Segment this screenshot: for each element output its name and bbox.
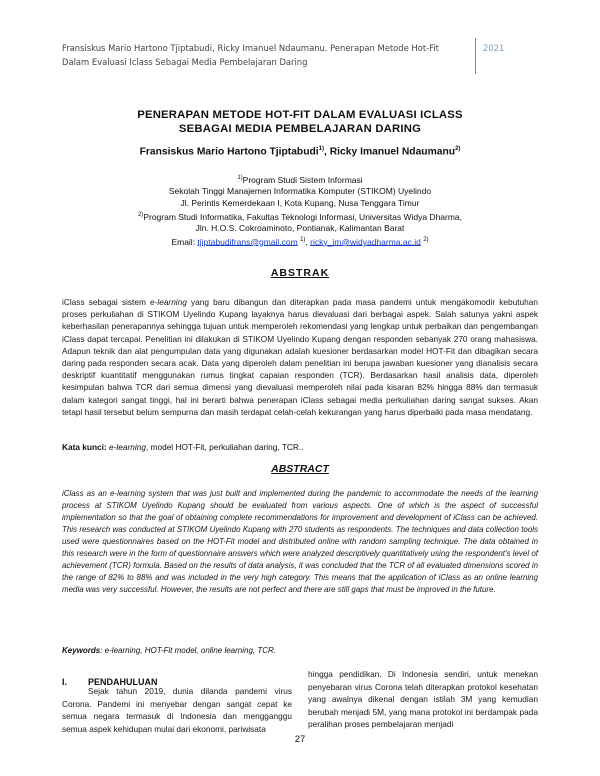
abstrak-body <box>62 296 538 418</box>
title-line2: SEBAGAI MEDIA PEMBELAJARAN DARING <box>178 123 422 135</box>
paper-title <box>60 108 540 136</box>
kata-kunci <box>62 442 304 452</box>
email-link-1[interactable]: tjiptabudifrans@gmail.com <box>197 236 298 247</box>
body-column-left <box>62 685 292 735</box>
affiliation-1-address: Jl. Perintis Kemerdekaan I, Kota Kupang, Nusa Tenggara Timur <box>180 198 420 209</box>
keywords <box>62 646 276 655</box>
affiliation-2-sup: 2) <box>137 211 144 218</box>
email-line <box>60 235 540 248</box>
body-column-right: hingga pendidikan. Di Indonesia sendiri, untuk menekan penyebaran virus Corona telah diterapkan protokol kesehatan yang awalnya dikenal dengan istilah 3M yang kemudian berubah menjadi 5M, yang mana protokol ini berdampak pada peralihan proses pembelajaran menjadi <box>308 669 538 730</box>
abstract-body: iClass as an e-learning system that was just built and implemented during the pandemic to accommodate the needs of the learning process at STIKOM Uyelindo Kupang should be evaluated from various aspects. One of which is the aspect of successful implementation so that the goal of obtaining complete recommendations for improvement and development of iClass can be achieved. This research was conducted at STIKOM Uyelindo Kupang with 270 students as respondents. The techniques and data collection tools used were questionnaires based on the HOT-Fit model and distributed online with random sampling technique. The data obtained in this research were in the form of questionnaire answers which were analyzed descriptively quantitatively using the respondent's level of achievement (TCR) formula. Based on the results of data analysis, it was concluded that the TCR of all evaluated dimensions scored in the range of 82% to 88% and was included in the very high category. This means that the application of iClass as an online learning media was very successful. However, the results are not perfect and there are still gaps that must be improved in the future. <box>62 489 538 594</box>
abstrak-text-start: iClass sebagai sistem <box>62 297 150 307</box>
body-text-left: Sejak tahun 2019, dunia dilanda pandemi virus Corona. Pandemi ini menyebar dengan sangat cepat ke semua negara termasuk di Indonesia dan mengganggu semua aspek kehidupan mulai dari ekonomi, pariwisata <box>62 686 292 734</box>
email-1-sup: 1) <box>300 236 306 243</box>
author-1: Fransiskus Mario Hartono Tjiptabudi <box>139 146 319 158</box>
affiliation-2-address: Jln. H.O.S. Cokroaminoto, Pontianak, Kalimantan Barat <box>195 223 405 234</box>
keywords-label: Keywords <box>62 646 101 655</box>
section-number: I. <box>62 677 68 687</box>
author-2: Ricky Imanuel Ndaumanu <box>329 146 456 158</box>
affiliation-1-sup: 1) <box>237 175 243 181</box>
page-number: 27 <box>294 734 306 745</box>
running-header-line2: Dalam Evaluasi Iclass Sebagai Media Pembelajaran Daring <box>62 57 308 67</box>
keywords-terms: : e-learning, HOT-Fit model, online learning, TCR. <box>100 646 277 655</box>
email-2-sup: 2) <box>423 236 429 243</box>
affiliation-1-line1: Program Studi Sistem Informasi <box>242 174 363 185</box>
author-2-sup: 2) <box>455 146 461 152</box>
running-header-text <box>62 41 472 69</box>
affiliation-1-institution: Sekolah Tinggi Manajemen Informatika Komputer (STIKOM) Uyelindo <box>168 186 432 197</box>
affiliations <box>60 173 540 248</box>
abstrak-emphasis: e-learning <box>149 297 187 307</box>
header-divider <box>475 38 476 74</box>
kata-kunci-emphasis: e-learning <box>109 442 146 452</box>
abstrak-text: yang baru dibangun dan diterapkan pada masa pandemi untuk mengakomodir kebutuhan proses perkuliahan di STIKOM Uyelindo Kupang layaknya harus dievaluasi dari berbagai aspek. Salah satunya yakni aspek keberhasilan penerapannya sehingga tujuan untuk memperoleh rekomendasi yang lengkap untuk perbaikan dan pengembangan iClass dapat tercapai. Penelitian ini dilakukan di STIKOM Uyelindo Kupang dengan responden sebanyak 270 orang mahasiswa. Adapun teknik dan alat pengumpulan data yang digunakan adalah kuesioner berdasarkan model HOT-Fit dan dibagikan secara daring pada responden secara acak. Data yang diperoleh dalam penelitian ini berupa jawaban kuesioner yang dianalisis secara deskriptif kuantitatif menggunakan rumus tingkat capaian responden (TCR). Berdasarkan hasil analisis data, diperoleh kesimpulan bahwa TCR dari semua dimensi yang dievaluasi memperoleh nilai pada kisaran 82% hingga 88% dan termasuk dalam kategori sangat tinggi, hal ini berarti bahwa penerapan iClass sebagai media perkuliahan daring sangat sukses. Akan tetapi hasil tersebut belum sempurna dan masih terdapat celah-celah kekurangan yang harus diperbaiki pada masa mendatang. <box>62 297 539 417</box>
kata-kunci-terms: , model HOT-Fit, perkuliahan daring, TCR.. <box>145 442 304 452</box>
email-separator: , <box>305 236 311 247</box>
affiliation-1-program <box>60 173 540 186</box>
kata-kunci-label: Kata kunci: <box>62 442 110 452</box>
header-year: 2021 <box>483 43 505 53</box>
section-title: PENDAHULUAN <box>88 677 158 687</box>
affiliation-2-line1: Program Studi Informatika, Fakultas Teknologi Informasi, Universitas Widya Dharma, <box>143 211 463 222</box>
author-separator: , <box>324 146 330 158</box>
running-header-line1: Fransiskus Mario Hartono Tjiptabudi, Ricky Imanuel Ndaumanu. Penerapan Metode Hot-Fit <box>62 43 439 53</box>
affiliation-2-program <box>60 210 540 223</box>
title-line1: PENERAPAN METODE HOT-FIT DALAM EVALUASI ICLASS <box>137 109 463 121</box>
author-list <box>60 146 540 157</box>
abstrak-heading: ABSTRAK <box>270 267 330 279</box>
email-link-2[interactable]: ricky_im@widyadharma.ac.id <box>310 236 421 247</box>
running-header <box>62 38 537 74</box>
abstract-heading: ABSTRACT <box>271 463 329 475</box>
email-label: Email: <box>171 236 198 247</box>
author-1-sup: 1) <box>318 146 325 152</box>
